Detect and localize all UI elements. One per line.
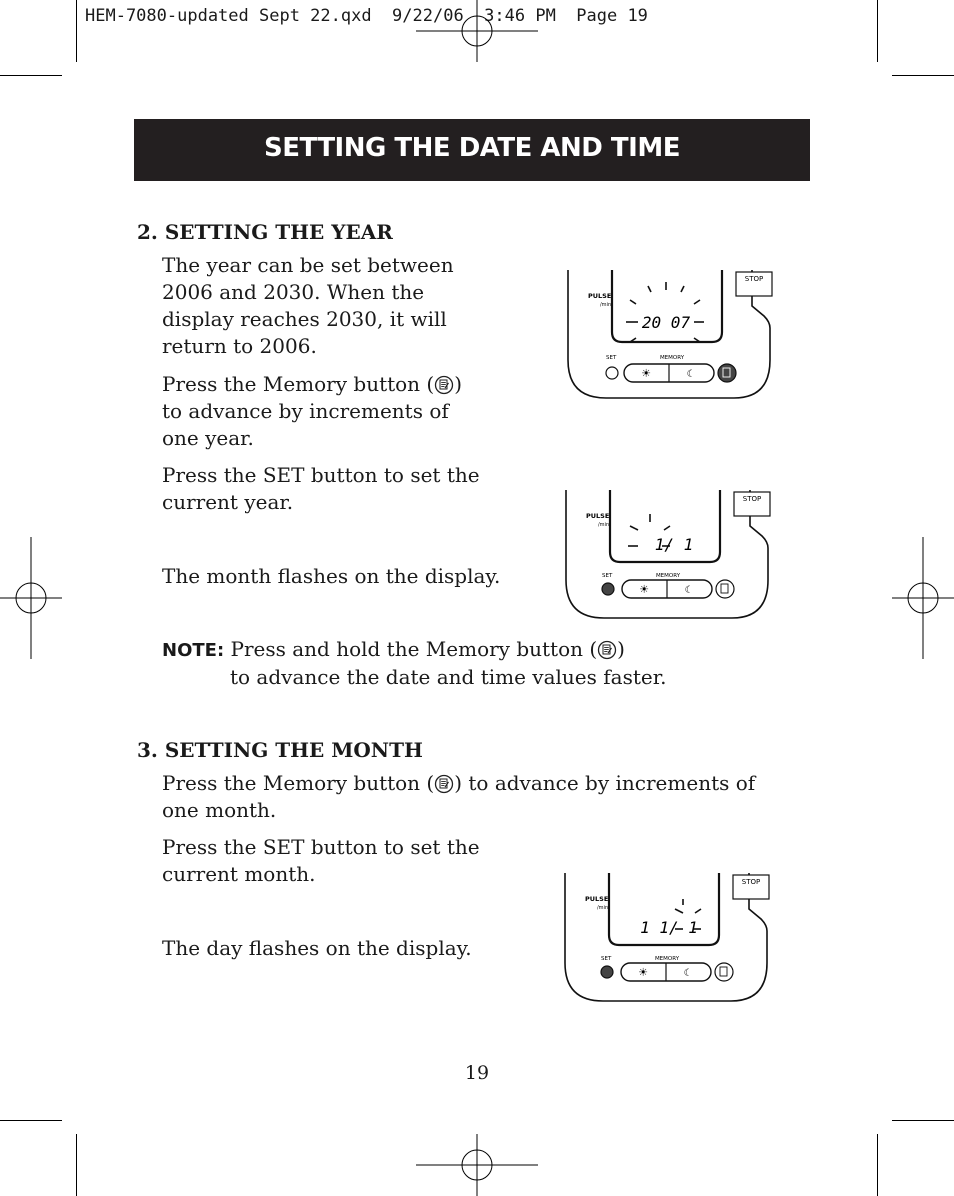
lcd-display: 1/ 1 (654, 535, 694, 554)
text-span: ) (617, 637, 625, 661)
year-paragraph-1 (162, 252, 454, 360)
text-line: return to 2006. (162, 334, 317, 358)
stop-label: STOP (742, 495, 762, 503)
pulse-label: PULSE (586, 512, 610, 520)
text-line: to advance by increments of (162, 399, 449, 423)
text-line: Press the SET button to set the (162, 835, 480, 859)
memory-label: MEMORY (654, 956, 680, 962)
text-span: Press and hold the Memory button ( (230, 637, 598, 661)
text-line: one month. (162, 798, 277, 822)
year-paragraph-4: The month flashes on the display. (162, 564, 501, 588)
memory-button-icon (434, 375, 454, 395)
min-label: /min (598, 522, 610, 528)
year-paragraph-2 (162, 371, 462, 452)
text-line: 2006 and 2030. When the (162, 280, 425, 304)
month-paragraph-3: The day flashes on the display. (162, 936, 472, 960)
print-slug: HEM-7080-updated Sept 22.qxd 9/22/06 3:46 PM Page 19 (85, 6, 648, 26)
text-span: Press the Memory button ( (162, 372, 435, 396)
set-button (602, 583, 614, 595)
registration-mark-top (416, 0, 538, 62)
memory-label: MEMORY (655, 573, 681, 579)
sun-icon: ☀ (638, 966, 648, 979)
text-line: Press the SET button to set the (162, 463, 480, 487)
lcd-display: 20 07 (641, 313, 691, 332)
moon-icon: ☾ (684, 585, 694, 596)
month-paragraph-2 (162, 834, 480, 888)
sun-icon: ☀ (641, 367, 651, 380)
text-line: display reaches 2030, it will (162, 307, 447, 331)
moon-icon: ☾ (686, 369, 696, 380)
year-heading: 2. SETTING THE YEAR (137, 220, 393, 244)
text-span: Press the Memory button ( (162, 771, 435, 795)
month-paragraph-1 (162, 770, 762, 824)
set-label: SET (601, 956, 612, 962)
stop-label: STOP (744, 275, 764, 283)
moon-icon: ☾ (683, 968, 693, 979)
page-title: SETTING THE DATE AND TIME (264, 133, 680, 163)
registration-mark-right (892, 537, 954, 659)
text-line: to advance the date and time values faster. (230, 665, 667, 689)
sun-icon: ☀ (639, 583, 649, 596)
pulse-label: PULSE (588, 292, 612, 300)
text-span: ) (454, 372, 463, 396)
text-line: one year. (162, 426, 254, 450)
text-line: current month. (162, 862, 316, 886)
device-illustration-year (566, 270, 774, 402)
stop-label: STOP (741, 878, 761, 886)
set-button (606, 367, 618, 379)
pulse-label: PULSE (585, 895, 609, 903)
registration-mark-bottom (416, 1134, 538, 1196)
flash-marks (626, 282, 704, 342)
memory-button-icon (715, 963, 733, 981)
month-heading: 3. SETTING THE MONTH (137, 738, 423, 762)
note-label: NOTE: (162, 640, 225, 661)
memory-button-icon (434, 774, 454, 794)
text-span: ) to advance by increments of (454, 771, 756, 795)
set-label: SET (606, 355, 617, 361)
device-illustration-day (562, 873, 772, 1005)
lcd-display: 1 1/ 1 (640, 918, 698, 937)
device-illustration-month (564, 490, 772, 622)
min-label: /min (600, 302, 612, 308)
memory-button-icon (597, 640, 617, 660)
text-line: current year. (162, 490, 294, 514)
set-label: SET (602, 573, 613, 579)
registration-mark-left (0, 537, 62, 659)
memory-button-icon (718, 364, 736, 382)
note (162, 636, 762, 691)
memory-button-icon (716, 580, 734, 598)
text-line: The year can be set between (162, 253, 454, 277)
year-paragraph-3 (162, 462, 480, 516)
set-button (601, 966, 613, 978)
title-banner (134, 119, 810, 181)
min-label: /min (597, 905, 609, 911)
page-number: 19 (464, 1062, 490, 1084)
memory-label: MEMORY (659, 355, 685, 361)
